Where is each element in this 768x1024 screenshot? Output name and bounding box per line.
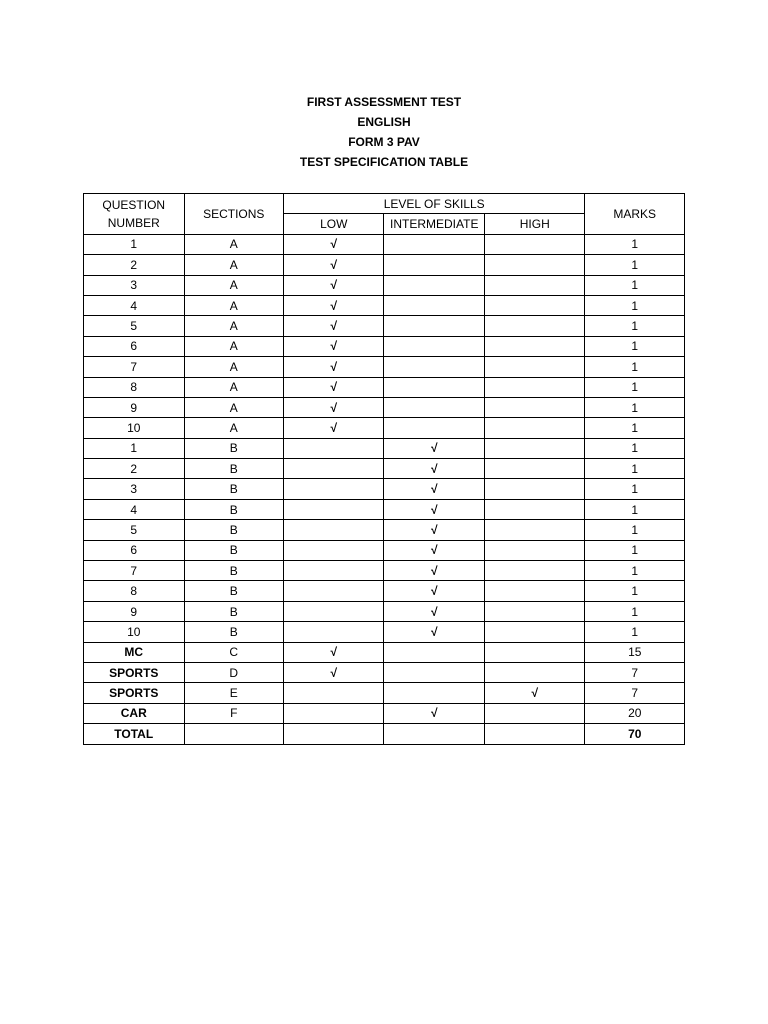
intermediate-cell: √	[384, 622, 485, 642]
marks-cell: 7	[585, 683, 685, 703]
question-cell: 6	[84, 540, 185, 560]
title-line-3: FORM 3 PAV	[348, 135, 420, 149]
marks-cell: 1	[585, 275, 685, 295]
marks-cell: 1	[585, 520, 685, 540]
question-cell: 1	[84, 438, 185, 458]
marks-cell: 1	[585, 336, 685, 356]
section-cell: B	[184, 520, 283, 540]
question-cell: 7	[84, 561, 185, 581]
question-cell: 3	[84, 479, 185, 499]
marks-cell: 1	[585, 540, 685, 560]
low-cell	[283, 601, 384, 621]
intermediate-cell: √	[384, 520, 485, 540]
question-cell: 9	[84, 397, 185, 417]
low-cell	[283, 561, 384, 581]
intermediate-cell	[384, 275, 485, 295]
table-row	[84, 703, 685, 723]
intermediate-cell	[384, 316, 485, 336]
table-body	[84, 234, 685, 723]
title-line-1: FIRST ASSESSMENT TEST	[306, 95, 462, 109]
question-cell: SPORTS	[84, 662, 185, 682]
section-cell: B	[184, 622, 283, 642]
section-cell: A	[184, 295, 283, 315]
title-line-2: ENGLISH	[357, 115, 411, 129]
low-cell	[283, 520, 384, 540]
low-cell	[283, 479, 384, 499]
total-high-cell	[484, 724, 585, 744]
question-cell: 2	[84, 255, 185, 275]
section-cell: A	[184, 397, 283, 417]
intermediate-cell: √	[384, 479, 485, 499]
high-cell	[484, 295, 585, 315]
total-row	[84, 724, 685, 744]
marks-cell: 1	[585, 438, 685, 458]
intermediate-cell	[384, 295, 485, 315]
intermediate-cell	[384, 397, 485, 417]
intermediate-cell: √	[384, 703, 485, 723]
section-cell: A	[184, 234, 283, 254]
question-cell: 4	[84, 295, 185, 315]
marks-cell: 1	[585, 234, 685, 254]
high-cell	[484, 336, 585, 356]
marks-cell: 1	[585, 622, 685, 642]
question-cell: 6	[84, 336, 185, 356]
low-cell: √	[283, 377, 384, 397]
question-cell: 4	[84, 499, 185, 519]
low-cell	[283, 438, 384, 458]
table-row	[84, 662, 685, 682]
low-cell	[283, 581, 384, 601]
low-cell	[283, 703, 384, 723]
question-cell: 2	[84, 459, 185, 479]
section-cell: E	[184, 683, 283, 703]
low-cell	[283, 683, 384, 703]
low-cell	[283, 499, 384, 519]
table-row	[84, 377, 685, 397]
intermediate-cell	[384, 336, 485, 356]
table-row	[84, 540, 685, 560]
intermediate-cell: √	[384, 438, 485, 458]
low-cell	[283, 459, 384, 479]
low-cell: √	[283, 397, 384, 417]
high-cell	[484, 703, 585, 723]
low-cell: √	[283, 255, 384, 275]
high-cell	[484, 418, 585, 438]
low-cell: √	[283, 357, 384, 377]
section-cell: A	[184, 275, 283, 295]
total-low-cell	[283, 724, 384, 744]
high-cell	[484, 601, 585, 621]
question-cell: SPORTS	[84, 683, 185, 703]
question-cell: CAR	[84, 703, 185, 723]
section-cell: A	[184, 316, 283, 336]
table-row	[84, 520, 685, 540]
marks-cell: 7	[585, 662, 685, 682]
section-cell: A	[184, 418, 283, 438]
header-sections: SECTIONS	[184, 194, 283, 235]
section-cell: A	[184, 377, 283, 397]
section-cell: A	[184, 336, 283, 356]
document-heading	[0, 92, 768, 172]
intermediate-cell	[384, 234, 485, 254]
question-cell: 7	[84, 357, 185, 377]
table-row	[84, 295, 685, 315]
question-cell: 10	[84, 622, 185, 642]
intermediate-cell: √	[384, 499, 485, 519]
marks-cell: 1	[585, 601, 685, 621]
marks-cell: 1	[585, 377, 685, 397]
low-cell: √	[283, 295, 384, 315]
intermediate-cell: √	[384, 581, 485, 601]
question-cell: 5	[84, 316, 185, 336]
table-row	[84, 438, 685, 458]
question-cell: 3	[84, 275, 185, 295]
marks-cell: 15	[585, 642, 685, 662]
high-cell	[484, 397, 585, 417]
intermediate-cell	[384, 418, 485, 438]
table-row	[84, 234, 685, 254]
marks-cell: 1	[585, 255, 685, 275]
high-cell	[484, 622, 585, 642]
marks-cell: 1	[585, 418, 685, 438]
total-intermediate-cell	[384, 724, 485, 744]
table-row	[84, 459, 685, 479]
section-cell: B	[184, 438, 283, 458]
header-high: HIGH	[484, 214, 585, 234]
section-cell: B	[184, 499, 283, 519]
low-cell: √	[283, 275, 384, 295]
marks-cell: 1	[585, 357, 685, 377]
section-cell: B	[184, 459, 283, 479]
header-row-1	[84, 194, 685, 214]
intermediate-cell	[384, 357, 485, 377]
header-question-number-line2: NUMBER	[107, 215, 160, 230]
section-cell: B	[184, 601, 283, 621]
header-level-of-skills: LEVEL OF SKILLS	[283, 194, 585, 214]
header-question-number-line1: QUESTION	[102, 197, 166, 212]
section-cell: D	[184, 662, 283, 682]
section-cell: A	[184, 255, 283, 275]
low-cell	[283, 622, 384, 642]
high-cell	[484, 479, 585, 499]
high-cell	[484, 316, 585, 336]
intermediate-cell: √	[384, 540, 485, 560]
low-cell	[283, 540, 384, 560]
section-cell: C	[184, 642, 283, 662]
table-row	[84, 642, 685, 662]
table-row	[84, 275, 685, 295]
high-cell	[484, 561, 585, 581]
marks-cell: 1	[585, 499, 685, 519]
intermediate-cell: √	[384, 601, 485, 621]
intermediate-cell	[384, 255, 485, 275]
marks-cell: 1	[585, 397, 685, 417]
question-cell: 1	[84, 234, 185, 254]
high-cell	[484, 520, 585, 540]
table-row	[84, 479, 685, 499]
total-label: TOTAL	[84, 724, 185, 744]
low-cell: √	[283, 418, 384, 438]
marks-cell: 1	[585, 561, 685, 581]
high-cell	[484, 357, 585, 377]
question-cell: 8	[84, 581, 185, 601]
low-cell: √	[283, 662, 384, 682]
high-cell	[484, 499, 585, 519]
section-cell: F	[184, 703, 283, 723]
title-line-4: TEST SPECIFICATION TABLE	[299, 155, 469, 169]
high-cell	[484, 377, 585, 397]
intermediate-cell: √	[384, 561, 485, 581]
intermediate-cell	[384, 642, 485, 662]
intermediate-cell	[384, 377, 485, 397]
high-cell: √	[484, 683, 585, 703]
marks-cell: 20	[585, 703, 685, 723]
total-section-cell	[184, 724, 283, 744]
high-cell	[484, 581, 585, 601]
marks-cell: 1	[585, 316, 685, 336]
marks-cell: 1	[585, 479, 685, 499]
table-row	[84, 683, 685, 703]
table-row	[84, 255, 685, 275]
low-cell: √	[283, 642, 384, 662]
question-cell: 5	[84, 520, 185, 540]
low-cell: √	[283, 316, 384, 336]
high-cell	[484, 234, 585, 254]
test-specification-table	[83, 193, 685, 745]
intermediate-cell	[384, 683, 485, 703]
total-marks: 70	[585, 724, 685, 744]
table-row	[84, 357, 685, 377]
table-row	[84, 499, 685, 519]
table-row	[84, 316, 685, 336]
high-cell	[484, 275, 585, 295]
low-cell: √	[283, 234, 384, 254]
high-cell	[484, 540, 585, 560]
high-cell	[484, 255, 585, 275]
section-cell: B	[184, 581, 283, 601]
low-cell: √	[283, 336, 384, 356]
high-cell	[484, 459, 585, 479]
section-cell: A	[184, 357, 283, 377]
table-row	[84, 601, 685, 621]
header-intermediate: INTERMEDIATE	[384, 214, 485, 234]
table-row	[84, 561, 685, 581]
question-cell: 8	[84, 377, 185, 397]
question-cell: 10	[84, 418, 185, 438]
high-cell	[484, 662, 585, 682]
table-row	[84, 336, 685, 356]
intermediate-cell: √	[384, 459, 485, 479]
marks-cell: 1	[585, 581, 685, 601]
header-low: LOW	[283, 214, 384, 234]
question-cell: 9	[84, 601, 185, 621]
intermediate-cell	[384, 662, 485, 682]
section-cell: B	[184, 561, 283, 581]
table-row	[84, 581, 685, 601]
table-row	[84, 622, 685, 642]
section-cell: B	[184, 479, 283, 499]
header-question-number	[84, 194, 185, 235]
high-cell	[484, 642, 585, 662]
marks-cell: 1	[585, 295, 685, 315]
marks-cell: 1	[585, 459, 685, 479]
section-cell: B	[184, 540, 283, 560]
question-cell: MC	[84, 642, 185, 662]
table-row	[84, 418, 685, 438]
table-row	[84, 397, 685, 417]
high-cell	[484, 438, 585, 458]
header-marks: MARKS	[585, 194, 685, 235]
